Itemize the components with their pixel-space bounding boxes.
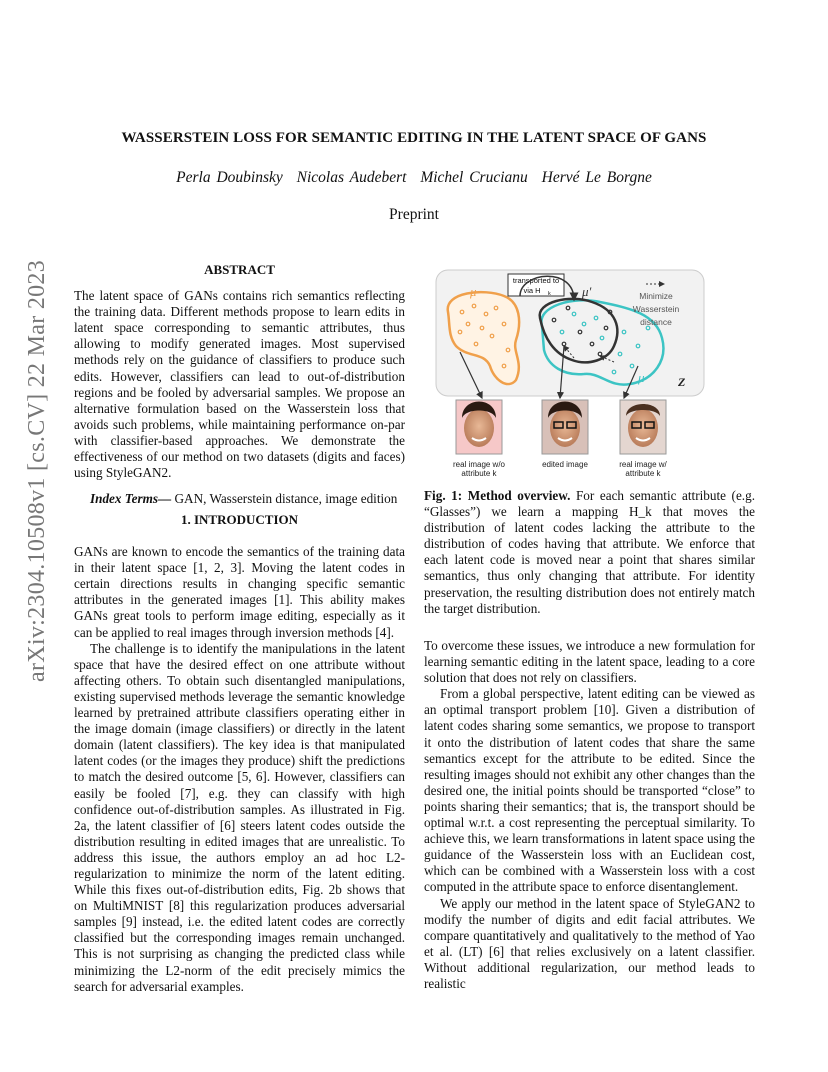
author-4: Hervé Le Borgne — [541, 169, 652, 186]
caption-bold: : Method overview. — [457, 488, 571, 503]
intro-paragraph-1: GANs are known to encode the semantics of the training data in their latent space [1, 2, 3]. Moving the latent codes in certain directions results in changing specific semantic attributes in the generated images [1]. This ability makes GANs great tools to perform image editing, especially as it can be applied to real images through inversion methods [4]. — [74, 544, 405, 640]
face-label-2: edited image — [542, 460, 588, 469]
latent-space-label: Z — [678, 375, 686, 389]
legend-line-3: distance — [640, 317, 672, 327]
right-paragraph-1: To overcome these issues, we introduce a new formulation for learning semantic editing in the latent space, leading to a core solution that does not rely on classifiers. — [424, 638, 755, 686]
transport-label-line-1: transported to — [512, 276, 560, 285]
author-2: Nicolas Audebert — [296, 169, 407, 186]
index-terms — [74, 491, 405, 507]
face-label-3-line-1: real image w/ — [619, 460, 667, 469]
index-terms-label: Index Terms— — [90, 491, 172, 507]
author-3: Michel Crucianu — [420, 169, 528, 186]
preprint-label: Preprint — [389, 206, 439, 223]
paper-title: WASSERSTEIN LOSS FOR SEMANTIC EDITING IN THE LATENT SPACE OF GANS — [121, 130, 707, 146]
real-face-with-attribute — [620, 400, 666, 454]
mu-edited-label: μ′ — [582, 284, 592, 299]
author-list — [74, 169, 754, 187]
right-column-text — [424, 638, 755, 992]
intro-paragraph-2: The challenge is to identify the manipulations in the latent space that have the desired effect on one attribute without affecting others. To obtain such disentangled manipulations, existing supervised methods leverage the semantic knowledge learned by pretrained attribute classifiers operating either in the image domain (image classifiers) or directly in the latent domain (latent classifiers). The key idea is that manipulated latent codes (or the images they produce) shift the predictions to match the desired outcome [5, 6]. However, classifiers can easily be fooled [7], e.g. they can classify with high confidence out-of-distribution samples. As illustrated in Fig. 2a, the latent classifier of [6] steers latent codes outside the distribution resulting in edited images that are unrealistic. To address this issue, the authors employ an ad hoc L2-regularization to minimize the norm of the latent editing. While this fixes out-of-distribution edits, Fig. 2b shows that on MultiMNIST [8] this regularization produces adversarial samples [9] instead, i.e. the edited latent codes are correctly classified but the corresponding images remain unchanged. This is not surprising as changing the predicted class while minimizing the L2-norm of the edit precisely mimics the search for adversarial examples. — [74, 640, 405, 994]
caption-text: For each semantic attribute (e.g. “Glasses”) we learn a mapping H_k that moves the distribution of latent codes lacking the attribute to the distribution of codes having that attribute. We enforce that each latent code is moved near a point that shares similar semantics, thus only changing that attribute. For identity preservation, the resulting distribution does not entirely match the target distribution. — [424, 488, 755, 616]
caption-label: Fig. 1 — [424, 488, 458, 503]
figure-1 — [424, 262, 755, 484]
transport-label-line-2: via H — [523, 286, 541, 295]
edited-face — [542, 400, 588, 454]
legend-line-2: Wasserstein — [632, 304, 680, 314]
arxiv-identifier: arXiv:2304.10508v1 [cs.CV] 22 Mar 2023 — [24, 259, 50, 682]
mu-target-label: μ — [638, 370, 645, 385]
face-label-1-line-2: attribute k — [461, 469, 497, 478]
legend-line-1: Minimize — [639, 291, 673, 301]
author-1: Perla Doubinsky — [176, 169, 283, 186]
face-label-3-line-2: attribute k — [625, 469, 661, 478]
face-label-1-line-1: real image w/o — [452, 460, 506, 469]
index-terms-text: GAN, Wasserstein distance, image edition — [171, 491, 398, 507]
right-paragraph-3: We apply our method in the latent space of StyleGAN2 to modify the number of digits and edit facial attributes. We compare quantitatively and qualitatively to the method of Yao et al. (LT) [6] that relies exclusively on a latent classifier. Without additional regularization, our method leads to realistic — [424, 895, 755, 991]
introduction-heading: 1. INTRODUCTION — [180, 512, 298, 527]
transport-label-sub: k — [548, 291, 551, 297]
right-paragraph-2: From a global perspective, latent editing can be viewed as an optimal transport problem [10]. Given a distribution of latent codes sharing some semantics, we propose to transport it onto the distribution of latent codes that share the same semantics except for the attribute to be edited. Since the resulting images should not exhibit any other changes than the desired one, the initial points should be transported “close” to points sharing their semantics; that is, the transport should be optimal w.r.t. a cost representing the perceptual similarity. To achieve this, we learn transformations in latent space using the guidance of the Wasserstein loss with an Euclidean cost, which can be combined with a Wasserstein loss with a cost computed in the attribute space to enforce disentanglement. — [424, 686, 755, 895]
introduction-section — [74, 512, 405, 995]
real-face-without-attribute — [456, 400, 502, 454]
figure-1-caption — [424, 488, 755, 617]
abstract-text: The latent space of GANs contains rich semantics reflecting the training data. Different methods propose to learn edits in latent space corresponding to semantic attributes, thus allowing to modify generated images. Most supervised methods rely on the guidance of classifiers to produce such edits. However, classifiers can lead to out-of-distribution regions and be fooled by adversarial samples. We propose an alternative formulation based on the Wasserstein loss that avoids such problems, while maintaining performance on-par with classifier-based approaches. We demonstrate the effectiveness of our method on two datasets (digits and faces) using StyleGAN2. — [74, 288, 405, 481]
mu-source-label: μ — [470, 284, 477, 299]
abstract-section — [74, 262, 405, 507]
abstract-heading: ABSTRACT — [204, 262, 275, 277]
method-overview-diagram — [424, 262, 755, 484]
